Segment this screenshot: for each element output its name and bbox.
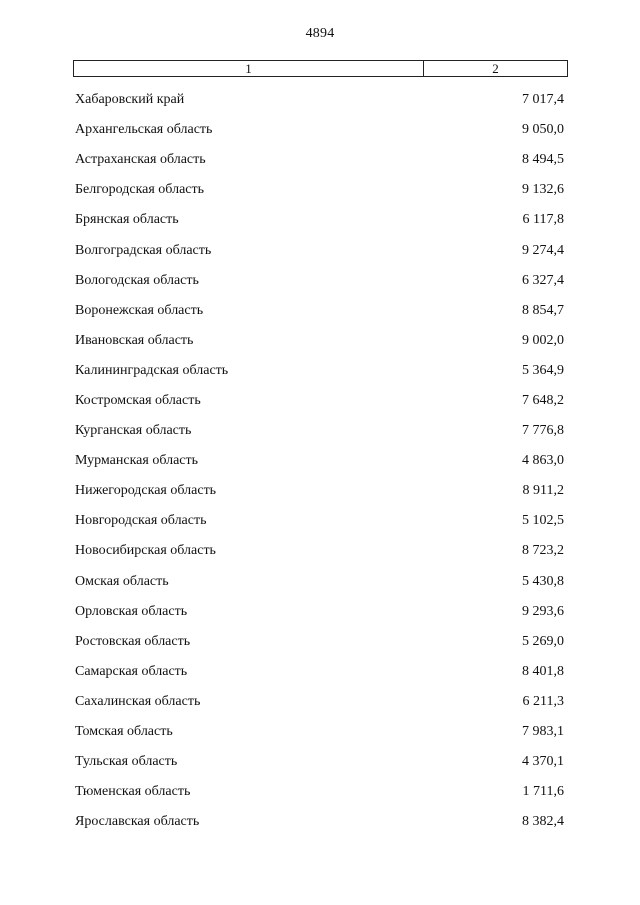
table-row — [75, 386, 564, 416]
region-value: 9 293,6 — [522, 603, 564, 619]
region-value: 1 711,6 — [522, 784, 564, 800]
region-value: 9 050,0 — [522, 122, 564, 138]
region-name: Сахалинская область — [75, 693, 201, 709]
header-column-1: 1 — [74, 61, 424, 76]
table-row — [75, 506, 564, 536]
region-name: Тульская область — [75, 754, 178, 770]
region-name: Мурманская область — [75, 453, 199, 469]
table-row — [75, 807, 564, 837]
region-value: 7 983,1 — [522, 724, 564, 740]
page-number: 4894 — [305, 26, 335, 41]
region-name: Ростовская область — [75, 633, 191, 649]
region-name: Курганская область — [75, 423, 192, 439]
region-value: 8 723,2 — [522, 543, 564, 559]
region-value: 7 648,2 — [522, 392, 564, 408]
region-value: 7 017,4 — [522, 92, 564, 108]
region-value: 8 401,8 — [522, 663, 564, 679]
region-name: Тюменская область — [75, 784, 191, 800]
region-name: Калининградская область — [75, 362, 229, 378]
table-row — [75, 747, 564, 777]
region-name: Новгородская область — [75, 513, 207, 529]
table-row — [75, 627, 564, 657]
region-name: Томская область — [75, 724, 173, 740]
table-row — [75, 326, 564, 356]
region-value: 9 274,4 — [522, 242, 564, 258]
region-value: 8 911,2 — [522, 483, 564, 499]
region-name: Нижегородская область — [75, 483, 217, 499]
region-value: 5 364,9 — [522, 362, 564, 378]
region-value: 8 494,5 — [522, 152, 564, 168]
table-row — [75, 296, 564, 326]
table-row — [75, 536, 564, 566]
table-row — [75, 85, 564, 115]
region-value: 5 269,0 — [522, 633, 564, 649]
table-header — [73, 60, 568, 77]
region-name: Хабаровский край — [75, 92, 185, 108]
region-name: Самарская область — [75, 663, 188, 679]
region-value: 6 117,8 — [522, 212, 564, 228]
table-body — [75, 85, 564, 837]
region-value: 4 370,1 — [522, 754, 564, 770]
region-name: Ярославская область — [75, 814, 200, 830]
region-value: 7 776,8 — [522, 423, 564, 439]
table-row — [75, 777, 564, 807]
region-name: Воронежская область — [75, 302, 204, 318]
region-name: Архангельская область — [75, 122, 213, 138]
region-value: 5 430,8 — [522, 573, 564, 589]
region-name: Новосибирская область — [75, 543, 216, 559]
region-name: Орловская область — [75, 603, 188, 619]
table-row — [75, 687, 564, 717]
table-row — [75, 266, 564, 296]
table-row — [75, 597, 564, 627]
header-column-2: 2 — [492, 61, 499, 76]
region-value: 9 132,6 — [522, 182, 564, 198]
region-value: 9 002,0 — [522, 332, 564, 348]
region-value: 8 382,4 — [522, 814, 564, 830]
table-row — [75, 657, 564, 687]
region-name: Омская область — [75, 573, 169, 589]
table-row — [75, 446, 564, 476]
region-name: Костромская область — [75, 392, 201, 408]
table-row — [75, 205, 564, 235]
table-row — [75, 717, 564, 747]
table-row — [75, 115, 564, 145]
region-name: Ивановская область — [75, 332, 194, 348]
table-row — [75, 235, 564, 265]
table-row — [75, 567, 564, 597]
region-value: 4 863,0 — [522, 453, 564, 469]
region-name: Волгоградская область — [75, 242, 212, 258]
table-row — [75, 145, 564, 175]
region-name: Вологодская область — [75, 272, 199, 288]
region-value: 8 854,7 — [522, 302, 564, 318]
region-value: 5 102,5 — [522, 513, 564, 529]
table-row — [75, 175, 564, 205]
table-row — [75, 476, 564, 506]
region-name: Белгородская область — [75, 182, 205, 198]
table-row — [75, 416, 564, 446]
region-name: Астраханская область — [75, 152, 206, 168]
region-value: 6 211,3 — [522, 693, 564, 709]
table-row — [75, 356, 564, 386]
region-value: 6 327,4 — [522, 272, 564, 288]
region-name: Брянская область — [75, 212, 179, 228]
